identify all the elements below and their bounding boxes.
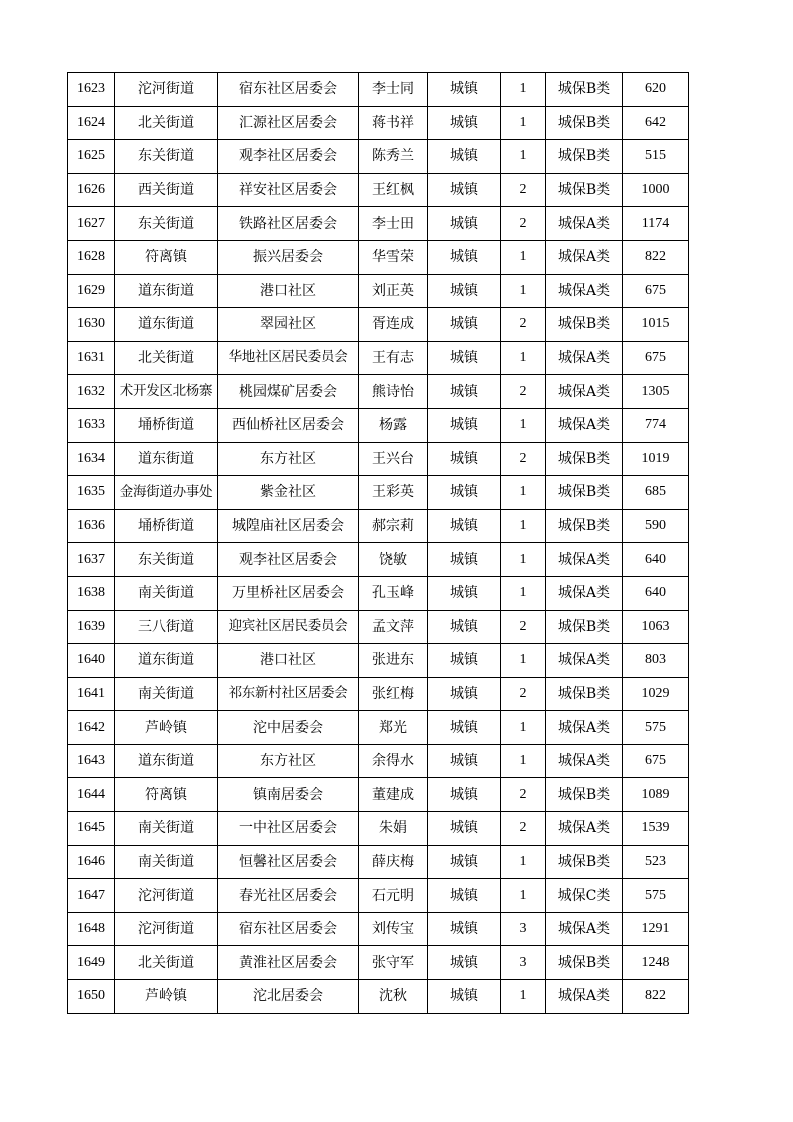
person-name-cell: 刘传宝 [359,912,428,946]
person-name-cell: 李士田 [359,207,428,241]
street-cell: 东关街道 [115,140,218,174]
street-cell: 三八街道 [115,610,218,644]
household-count-cell: 2 [501,375,546,409]
community-cell: 黄淮社区居委会 [218,946,359,980]
category-cell: 城保A类 [546,341,623,375]
category-cell: 城保A类 [546,711,623,745]
person-name-cell: 胥连成 [359,308,428,342]
area-type-cell: 城镇 [428,274,501,308]
household-count-cell: 2 [501,308,546,342]
community-cell: 汇源社区居委会 [218,106,359,140]
record-number-cell: 1649 [68,946,115,980]
amount-cell: 675 [623,341,689,375]
category-cell: 城保B类 [546,308,623,342]
person-name-cell: 余得水 [359,744,428,778]
amount-cell: 1539 [623,812,689,846]
table-row [68,106,689,140]
table-row [68,677,689,711]
community-cell: 港口社区 [218,274,359,308]
category-cell: 城保B类 [546,509,623,543]
category-cell: 城保A类 [546,207,623,241]
person-name-cell: 杨露 [359,408,428,442]
table-row [68,476,689,510]
household-count-cell: 2 [501,778,546,812]
amount-cell: 590 [623,509,689,543]
street-cell: 东关街道 [115,543,218,577]
amount-cell: 1248 [623,946,689,980]
area-type-cell: 城镇 [428,744,501,778]
record-number-cell: 1635 [68,476,115,510]
record-number-cell: 1638 [68,576,115,610]
category-cell: 城保A类 [546,274,623,308]
street-cell: 道东街道 [115,744,218,778]
amount-cell: 575 [623,711,689,745]
community-cell: 沱北居委会 [218,980,359,1014]
area-type-cell: 城镇 [428,812,501,846]
amount-cell: 822 [623,240,689,274]
household-count-cell: 3 [501,912,546,946]
table-row [68,543,689,577]
amount-cell: 1174 [623,207,689,241]
area-type-cell: 城镇 [428,879,501,913]
street-cell: 西关街道 [115,173,218,207]
person-name-cell: 郑光 [359,711,428,745]
category-cell: 城保B类 [546,442,623,476]
category-cell: 城保A类 [546,744,623,778]
record-number-cell: 1633 [68,408,115,442]
community-cell: 宿东社区居委会 [218,73,359,107]
household-count-cell: 1 [501,980,546,1014]
record-number-cell: 1640 [68,644,115,678]
record-number-cell: 1636 [68,509,115,543]
category-cell: 城保C类 [546,879,623,913]
table-row [68,980,689,1014]
record-number-cell: 1647 [68,879,115,913]
category-cell: 城保A类 [546,543,623,577]
street-cell: 埇桥街道 [115,509,218,543]
category-cell: 城保B类 [546,610,623,644]
area-type-cell: 城镇 [428,207,501,241]
category-cell: 城保B类 [546,946,623,980]
community-cell: 振兴居委会 [218,240,359,274]
record-number-cell: 1629 [68,274,115,308]
table-row [68,812,689,846]
household-count-cell: 1 [501,274,546,308]
category-cell: 城保A类 [546,240,623,274]
amount-cell: 1029 [623,677,689,711]
table-row [68,845,689,879]
category-cell: 城保A类 [546,912,623,946]
household-count-cell: 2 [501,207,546,241]
community-cell: 镇南居委会 [218,778,359,812]
household-count-cell: 1 [501,240,546,274]
area-type-cell: 城镇 [428,644,501,678]
area-type-cell: 城镇 [428,576,501,610]
street-cell: 南关街道 [115,812,218,846]
category-cell: 城保B类 [546,140,623,174]
area-type-cell: 城镇 [428,677,501,711]
household-count-cell: 1 [501,711,546,745]
person-name-cell: 张红梅 [359,677,428,711]
amount-cell: 675 [623,744,689,778]
person-name-cell: 郝宗莉 [359,509,428,543]
street-cell: 芦岭镇 [115,980,218,1014]
table-row [68,408,689,442]
amount-cell: 1019 [623,442,689,476]
household-count-cell: 2 [501,677,546,711]
area-type-cell: 城镇 [428,240,501,274]
community-cell: 华地社区居民委员会 [218,341,359,375]
street-cell: 符离镇 [115,778,218,812]
table-row [68,140,689,174]
category-cell: 城保A类 [546,408,623,442]
table-row [68,610,689,644]
benefit-table [67,72,689,1014]
record-number-cell: 1641 [68,677,115,711]
street-cell: 南关街道 [115,845,218,879]
record-number-cell: 1646 [68,845,115,879]
street-cell: 北关街道 [115,341,218,375]
street-cell: 道东街道 [115,442,218,476]
household-count-cell: 1 [501,879,546,913]
community-cell: 港口社区 [218,644,359,678]
household-count-cell: 1 [501,576,546,610]
area-type-cell: 城镇 [428,711,501,745]
community-cell: 东方社区 [218,442,359,476]
person-name-cell: 孔玉峰 [359,576,428,610]
person-name-cell: 王彩英 [359,476,428,510]
table-row [68,744,689,778]
table-row [68,644,689,678]
community-cell: 一中社区居委会 [218,812,359,846]
household-count-cell: 1 [501,408,546,442]
person-name-cell: 朱娟 [359,812,428,846]
table-row [68,375,689,409]
amount-cell: 1063 [623,610,689,644]
household-count-cell: 2 [501,442,546,476]
person-name-cell: 蒋书祥 [359,106,428,140]
table-row [68,207,689,241]
person-name-cell: 王红枫 [359,173,428,207]
category-cell: 城保A类 [546,375,623,409]
household-count-cell: 1 [501,845,546,879]
category-cell: 城保B类 [546,106,623,140]
table-body [68,73,689,1014]
amount-cell: 640 [623,576,689,610]
amount-cell: 1000 [623,173,689,207]
record-number-cell: 1628 [68,240,115,274]
area-type-cell: 城镇 [428,341,501,375]
category-cell: 城保A类 [546,644,623,678]
community-cell: 铁路社区居委会 [218,207,359,241]
area-type-cell: 城镇 [428,408,501,442]
household-count-cell: 1 [501,744,546,778]
table-row [68,274,689,308]
area-type-cell: 城镇 [428,778,501,812]
category-cell: 城保A类 [546,812,623,846]
person-name-cell: 刘正英 [359,274,428,308]
person-name-cell: 董建成 [359,778,428,812]
amount-cell: 515 [623,140,689,174]
household-count-cell: 1 [501,509,546,543]
person-name-cell: 王有志 [359,341,428,375]
community-cell: 桃园煤矿居委会 [218,375,359,409]
person-name-cell: 陈秀兰 [359,140,428,174]
person-name-cell: 张进东 [359,644,428,678]
community-cell: 西仙桥社区居委会 [218,408,359,442]
table-row [68,308,689,342]
household-count-cell: 2 [501,610,546,644]
street-cell: 沱河街道 [115,912,218,946]
record-number-cell: 1634 [68,442,115,476]
person-name-cell: 孟文萍 [359,610,428,644]
area-type-cell: 城镇 [428,980,501,1014]
amount-cell: 640 [623,543,689,577]
area-type-cell: 城镇 [428,140,501,174]
household-count-cell: 1 [501,644,546,678]
person-name-cell: 沈秋 [359,980,428,1014]
household-count-cell: 1 [501,140,546,174]
amount-cell: 1291 [623,912,689,946]
record-number-cell: 1639 [68,610,115,644]
record-number-cell: 1624 [68,106,115,140]
record-number-cell: 1645 [68,812,115,846]
street-cell: 北关街道 [115,106,218,140]
category-cell: 城保A类 [546,980,623,1014]
table-row [68,442,689,476]
record-number-cell: 1650 [68,980,115,1014]
street-cell: 芦岭镇 [115,711,218,745]
community-cell: 宿东社区居委会 [218,912,359,946]
category-cell: 城保B类 [546,677,623,711]
area-type-cell: 城镇 [428,442,501,476]
record-number-cell: 1626 [68,173,115,207]
record-number-cell: 1623 [68,73,115,107]
household-count-cell: 1 [501,543,546,577]
amount-cell: 1089 [623,778,689,812]
person-name-cell: 石元明 [359,879,428,913]
record-number-cell: 1627 [68,207,115,241]
record-number-cell: 1643 [68,744,115,778]
community-cell: 翠园社区 [218,308,359,342]
community-cell: 沱中居委会 [218,711,359,745]
category-cell: 城保B类 [546,476,623,510]
community-cell: 春光社区居委会 [218,879,359,913]
community-cell: 祥安社区居委会 [218,173,359,207]
amount-cell: 1015 [623,308,689,342]
category-cell: 城保B类 [546,73,623,107]
amount-cell: 803 [623,644,689,678]
person-name-cell: 张守军 [359,946,428,980]
area-type-cell: 城镇 [428,375,501,409]
table-row [68,173,689,207]
amount-cell: 523 [623,845,689,879]
area-type-cell: 城镇 [428,912,501,946]
record-number-cell: 1637 [68,543,115,577]
area-type-cell: 城镇 [428,476,501,510]
area-type-cell: 城镇 [428,173,501,207]
record-number-cell: 1625 [68,140,115,174]
amount-cell: 575 [623,879,689,913]
community-cell: 观李社区居委会 [218,140,359,174]
street-cell: 沱河街道 [115,73,218,107]
table-row [68,576,689,610]
street-cell: 术开发区北杨寨 [115,375,218,409]
street-cell: 道东街道 [115,644,218,678]
street-cell: 北关街道 [115,946,218,980]
area-type-cell: 城镇 [428,509,501,543]
record-number-cell: 1631 [68,341,115,375]
amount-cell: 774 [623,408,689,442]
record-number-cell: 1642 [68,711,115,745]
household-count-cell: 1 [501,106,546,140]
community-cell: 东方社区 [218,744,359,778]
street-cell: 道东街道 [115,274,218,308]
street-cell: 埇桥街道 [115,408,218,442]
table-row [68,711,689,745]
person-name-cell: 王兴台 [359,442,428,476]
area-type-cell: 城镇 [428,610,501,644]
record-number-cell: 1644 [68,778,115,812]
area-type-cell: 城镇 [428,845,501,879]
table-row [68,778,689,812]
community-cell: 祁东新村社区居委会 [218,677,359,711]
area-type-cell: 城镇 [428,543,501,577]
category-cell: 城保B类 [546,778,623,812]
person-name-cell: 李士同 [359,73,428,107]
household-count-cell: 3 [501,946,546,980]
street-cell: 金海街道办事处 [115,476,218,510]
amount-cell: 620 [623,73,689,107]
amount-cell: 642 [623,106,689,140]
record-number-cell: 1648 [68,912,115,946]
person-name-cell: 饶敏 [359,543,428,577]
person-name-cell: 华雪荣 [359,240,428,274]
person-name-cell: 熊诗怡 [359,375,428,409]
amount-cell: 675 [623,274,689,308]
table-row [68,73,689,107]
table-row [68,946,689,980]
amount-cell: 685 [623,476,689,510]
street-cell: 沱河街道 [115,879,218,913]
amount-cell: 1305 [623,375,689,409]
community-cell: 迎宾社区居民委员会 [218,610,359,644]
household-count-cell: 1 [501,476,546,510]
record-number-cell: 1630 [68,308,115,342]
table-row [68,509,689,543]
category-cell: 城保B类 [546,845,623,879]
household-count-cell: 1 [501,73,546,107]
area-type-cell: 城镇 [428,73,501,107]
category-cell: 城保A类 [546,576,623,610]
area-type-cell: 城镇 [428,946,501,980]
community-cell: 恒馨社区居委会 [218,845,359,879]
record-number-cell: 1632 [68,375,115,409]
street-cell: 东关街道 [115,207,218,241]
household-count-cell: 2 [501,173,546,207]
table-row [68,341,689,375]
street-cell: 符离镇 [115,240,218,274]
street-cell: 南关街道 [115,576,218,610]
community-cell: 观李社区居委会 [218,543,359,577]
table-row [68,240,689,274]
household-count-cell: 2 [501,812,546,846]
community-cell: 万里桥社区居委会 [218,576,359,610]
person-name-cell: 薛庆梅 [359,845,428,879]
street-cell: 南关街道 [115,677,218,711]
table-row [68,912,689,946]
category-cell: 城保B类 [546,173,623,207]
household-count-cell: 1 [501,341,546,375]
table-row [68,879,689,913]
community-cell: 城隍庙社区居委会 [218,509,359,543]
community-cell: 紫金社区 [218,476,359,510]
street-cell: 道东街道 [115,308,218,342]
amount-cell: 822 [623,980,689,1014]
area-type-cell: 城镇 [428,106,501,140]
area-type-cell: 城镇 [428,308,501,342]
